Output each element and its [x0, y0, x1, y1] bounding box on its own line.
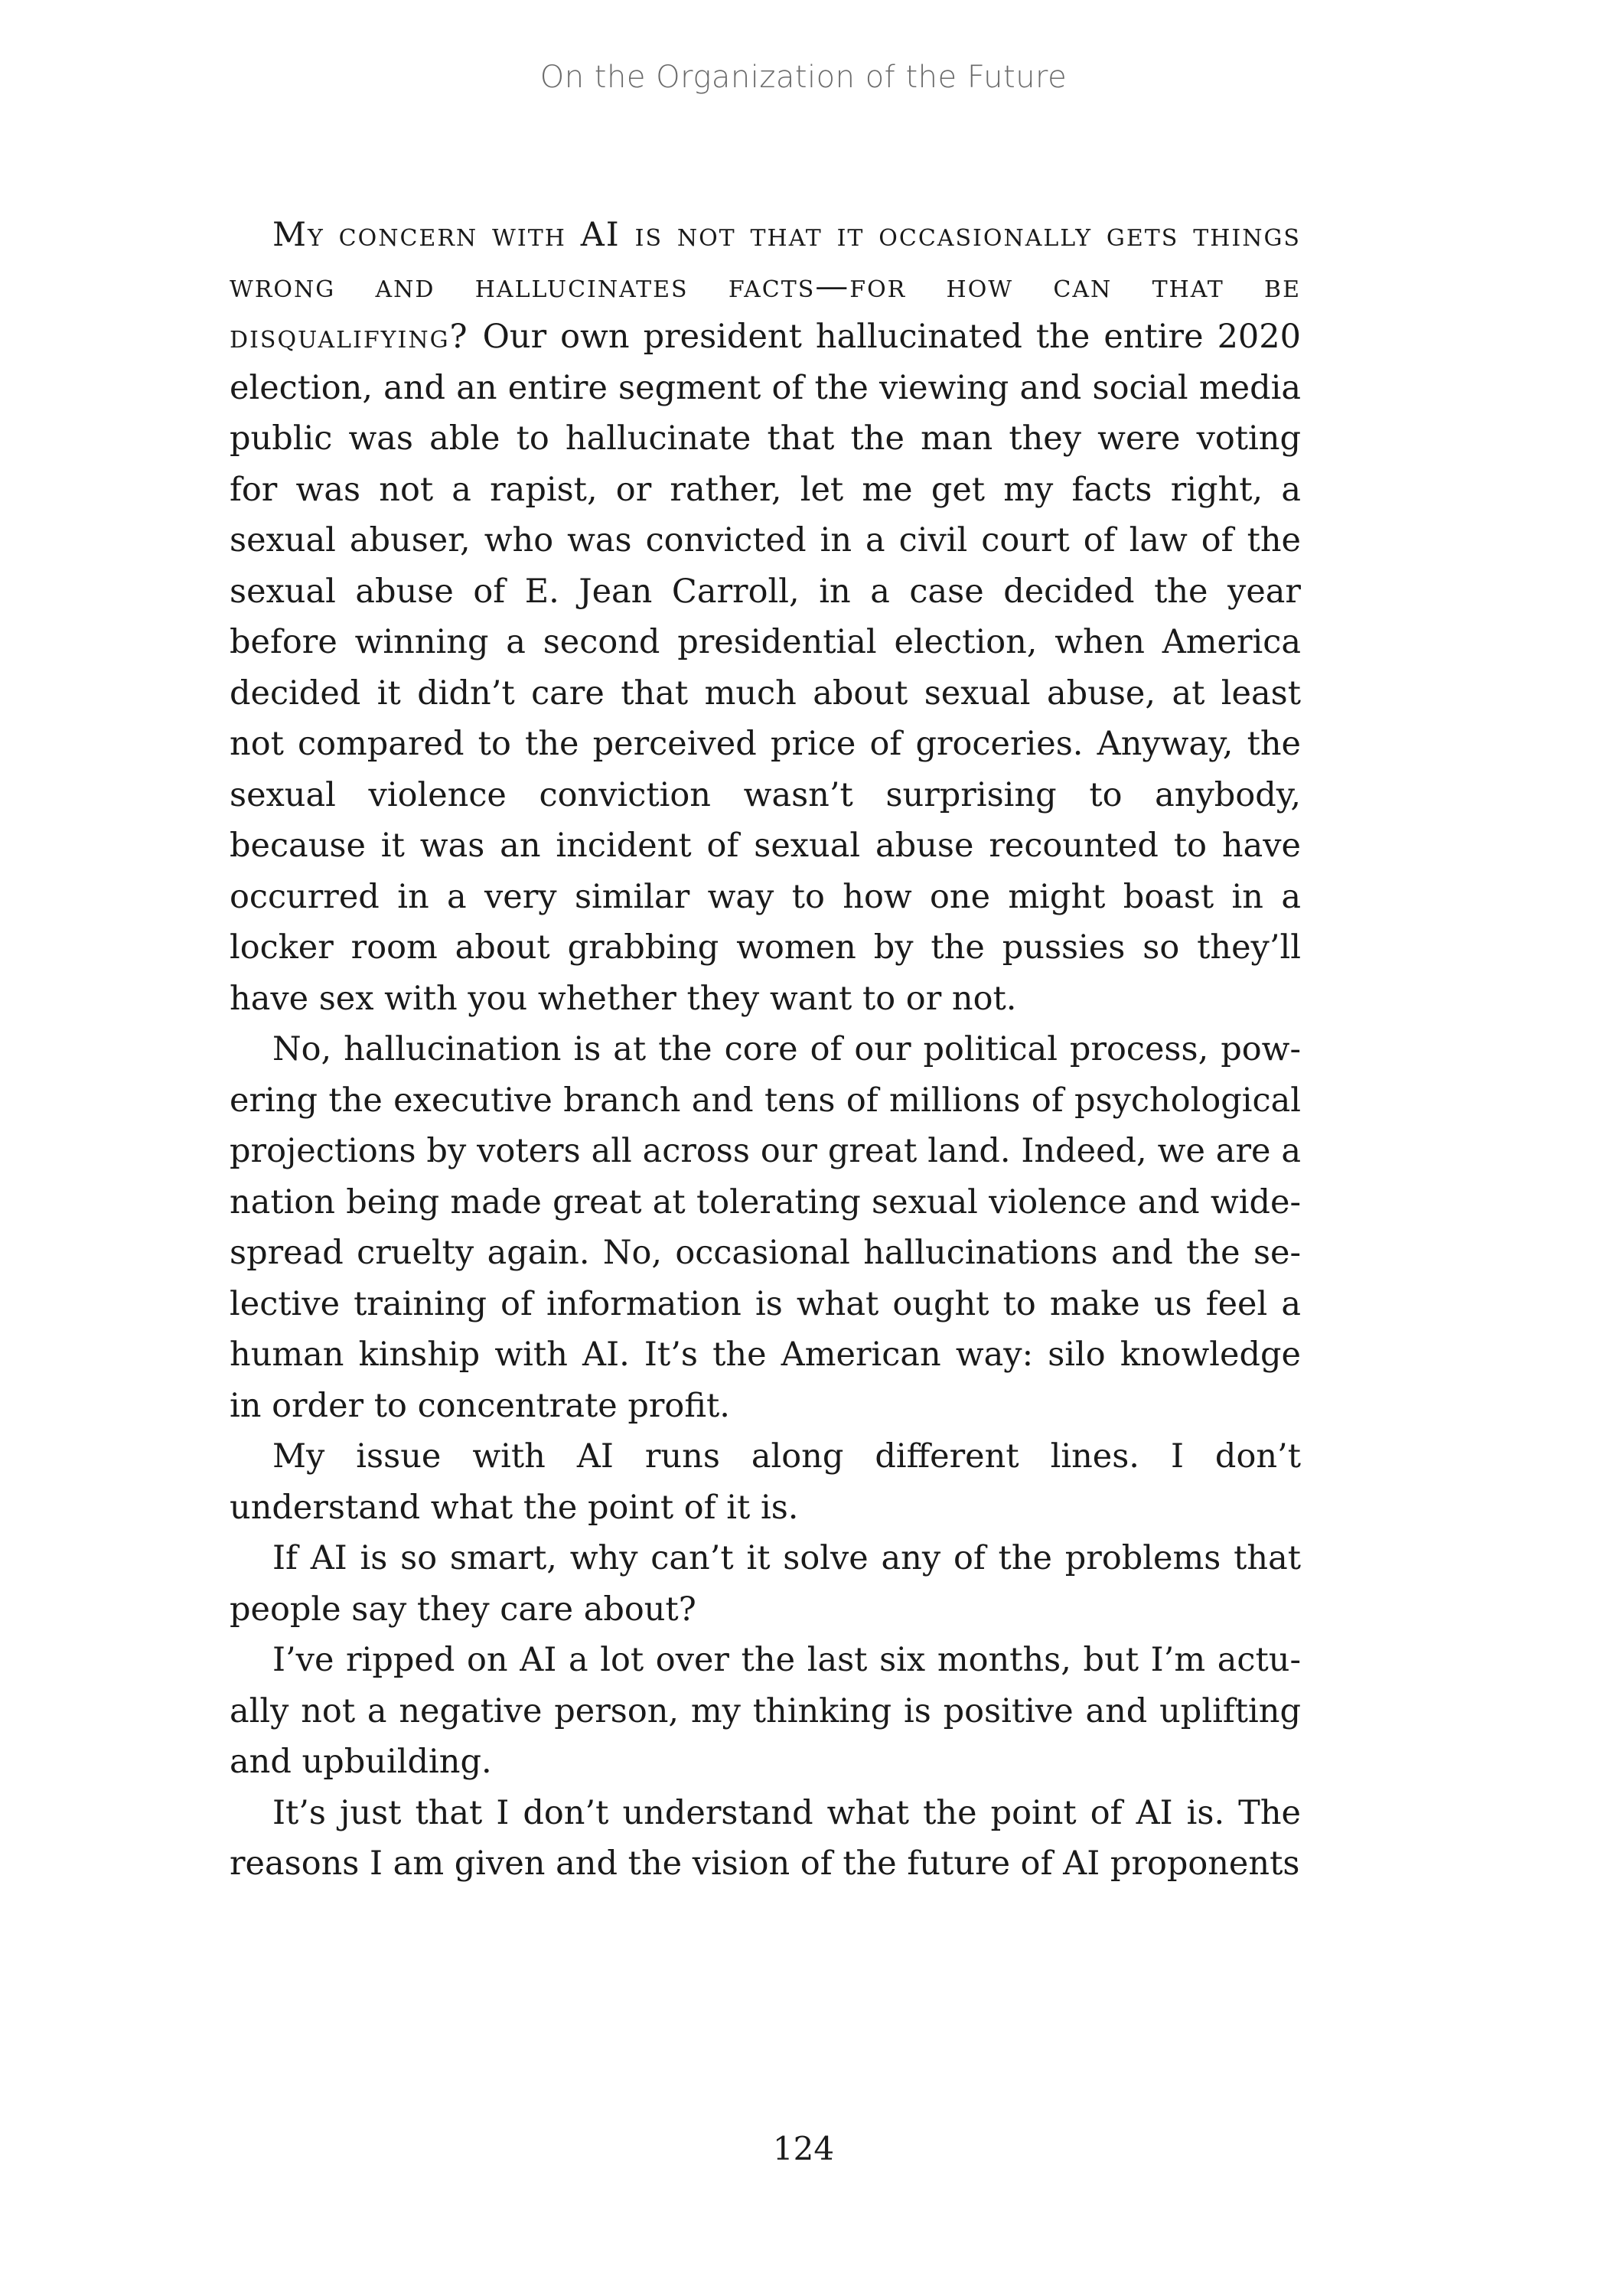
paragraph-1: [230, 210, 1301, 1024]
paragraph-1-body: Our own president hallucinated the entire 2020 election, and an entire segment of the viewing and social media public was able to hallucinate that the man they were voting for was not a rapist, or rather, let me get my facts right, a sexual abuser, who was convicted in a civil court of law of the sexual abuse of E. Jean Carroll, in a case decided the year before winning a second presidential election, when America decided it didn’t care that much about sexual abuse, at least not compared to the perceived price of groceries. Anyway, the sexual violence conviction wasn’t surprising to anybody, because it was an incident of sexual abuse recounted to have occurred in a very similar way to how one might boast in a locker room about grabbing women by the pussies so they’ll have sex with you whether they want to or not.: [230, 318, 1301, 1018]
paragraph-6: It’s just that I don’t understand what the point of AI is. The reasons I am given and the vision of the future of AI proponents: [230, 1793, 1301, 1883]
paragraph-3: My issue with AI runs along different lines. I don’t understand what the point of it is.: [230, 1437, 1301, 1527]
paragraph-1-lead-in: My concern with AI is not that it occasionally gets things wrong and hallucinates facts—for how can that be disqualifying?: [230, 216, 1301, 356]
page-number: 124: [772, 2130, 835, 2167]
paragraph-4: If AI is so smart, why can’t it solve any of the problems that people say they care about?: [230, 1539, 1301, 1629]
paragraph-2: No, hallucination is at the core of our political process, powering the executive branch and tens of millions of psychological projections by voters all across our great land. Indeed, we are a nation being made great at tolerating sexual violence and widespread cruelty again. No, occasional hallucinations and the selective training of information is what ought to make us feel a human kinship with AI. It’s the American way: silo knowledge in order to concentrate profit.: [230, 1030, 1301, 1425]
running-head: On the Organization of the Future: [539, 60, 1068, 95]
body-text: [230, 210, 1301, 1890]
paragraph-5: I’ve ripped on AI a lot over the last six months, but I’m actually not a negative person, my thinking is positive and uplifting and upbuilding.: [230, 1641, 1301, 1781]
